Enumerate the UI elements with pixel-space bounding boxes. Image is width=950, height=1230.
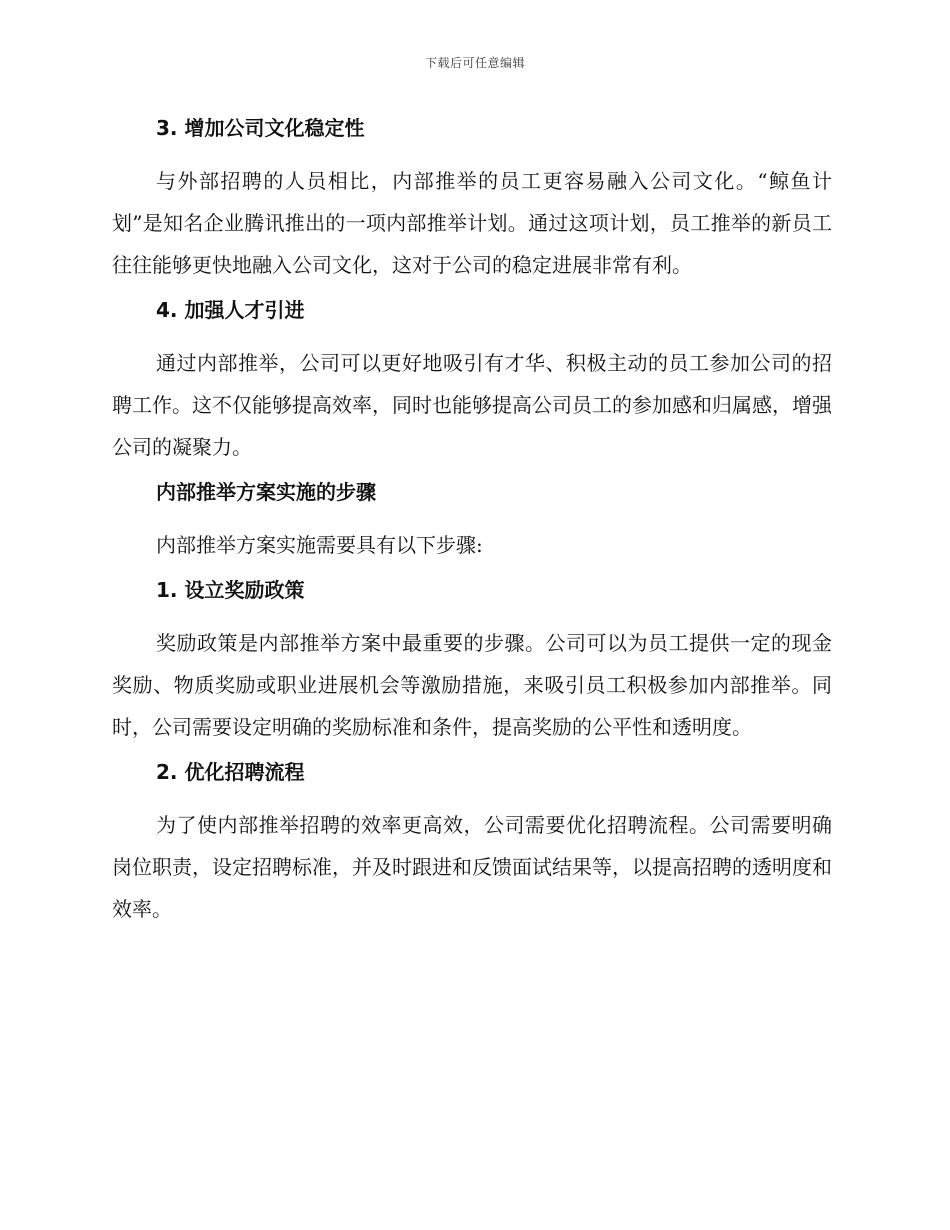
document-body: [112, 106, 832, 940]
section-paragraph-recruit: 为了使内部推举招聘的效率更高效，公司需要优化招聘流程。公司需要明确岗位职责，设定招聘标准，并及时跟进和反馈面试结果等，以提高招聘的透明度和效率。: [112, 813, 832, 921]
section-paragraph-talent: 通过内部推举，公司可以更好地吸引有才华、积极主动的员工参加公司的招聘工作。这不仅能够提高效率，同时也能够提高公司员工的参加感和归属感，增强公司的凝聚力。: [112, 351, 832, 459]
section-heading-recruit: 2. 优化招聘流程: [156, 760, 305, 784]
header-note: 下载后可任意编辑: [424, 56, 525, 70]
section-heading-culture: 3. 增加公司文化稳定性: [156, 116, 365, 140]
section-heading-talent: 4. 加强人才引进: [156, 298, 305, 322]
section-paragraph-culture: 与外部招聘的人员相比，内部推举的员工更容易融入公司文化。“鲸鱼计划”是知名企业腾讯推出的一项内部推举计划。通过这项计划，员工推举的新员工往往能够更快地融入公司文化，这对于公司的稳定进展非常有利。: [112, 169, 832, 277]
section-heading-steps: 内部推举方案实施的步骤: [156, 480, 376, 504]
section-heading-reward: 1. 设立奖励政策: [156, 578, 305, 602]
section-paragraph-steps: 内部推举方案实施需要具有以下步骤:: [156, 533, 483, 557]
section-paragraph-reward: 奖励政策是内部推举方案中最重要的步骤。公司可以为员工提供一定的现金奖励、物质奖励或职业进展机会等激励措施，来吸引员工积极参加内部推举。同时，公司需要设定明确的奖励标准和条件，提高奖励的公平性和透明度。: [112, 631, 832, 739]
